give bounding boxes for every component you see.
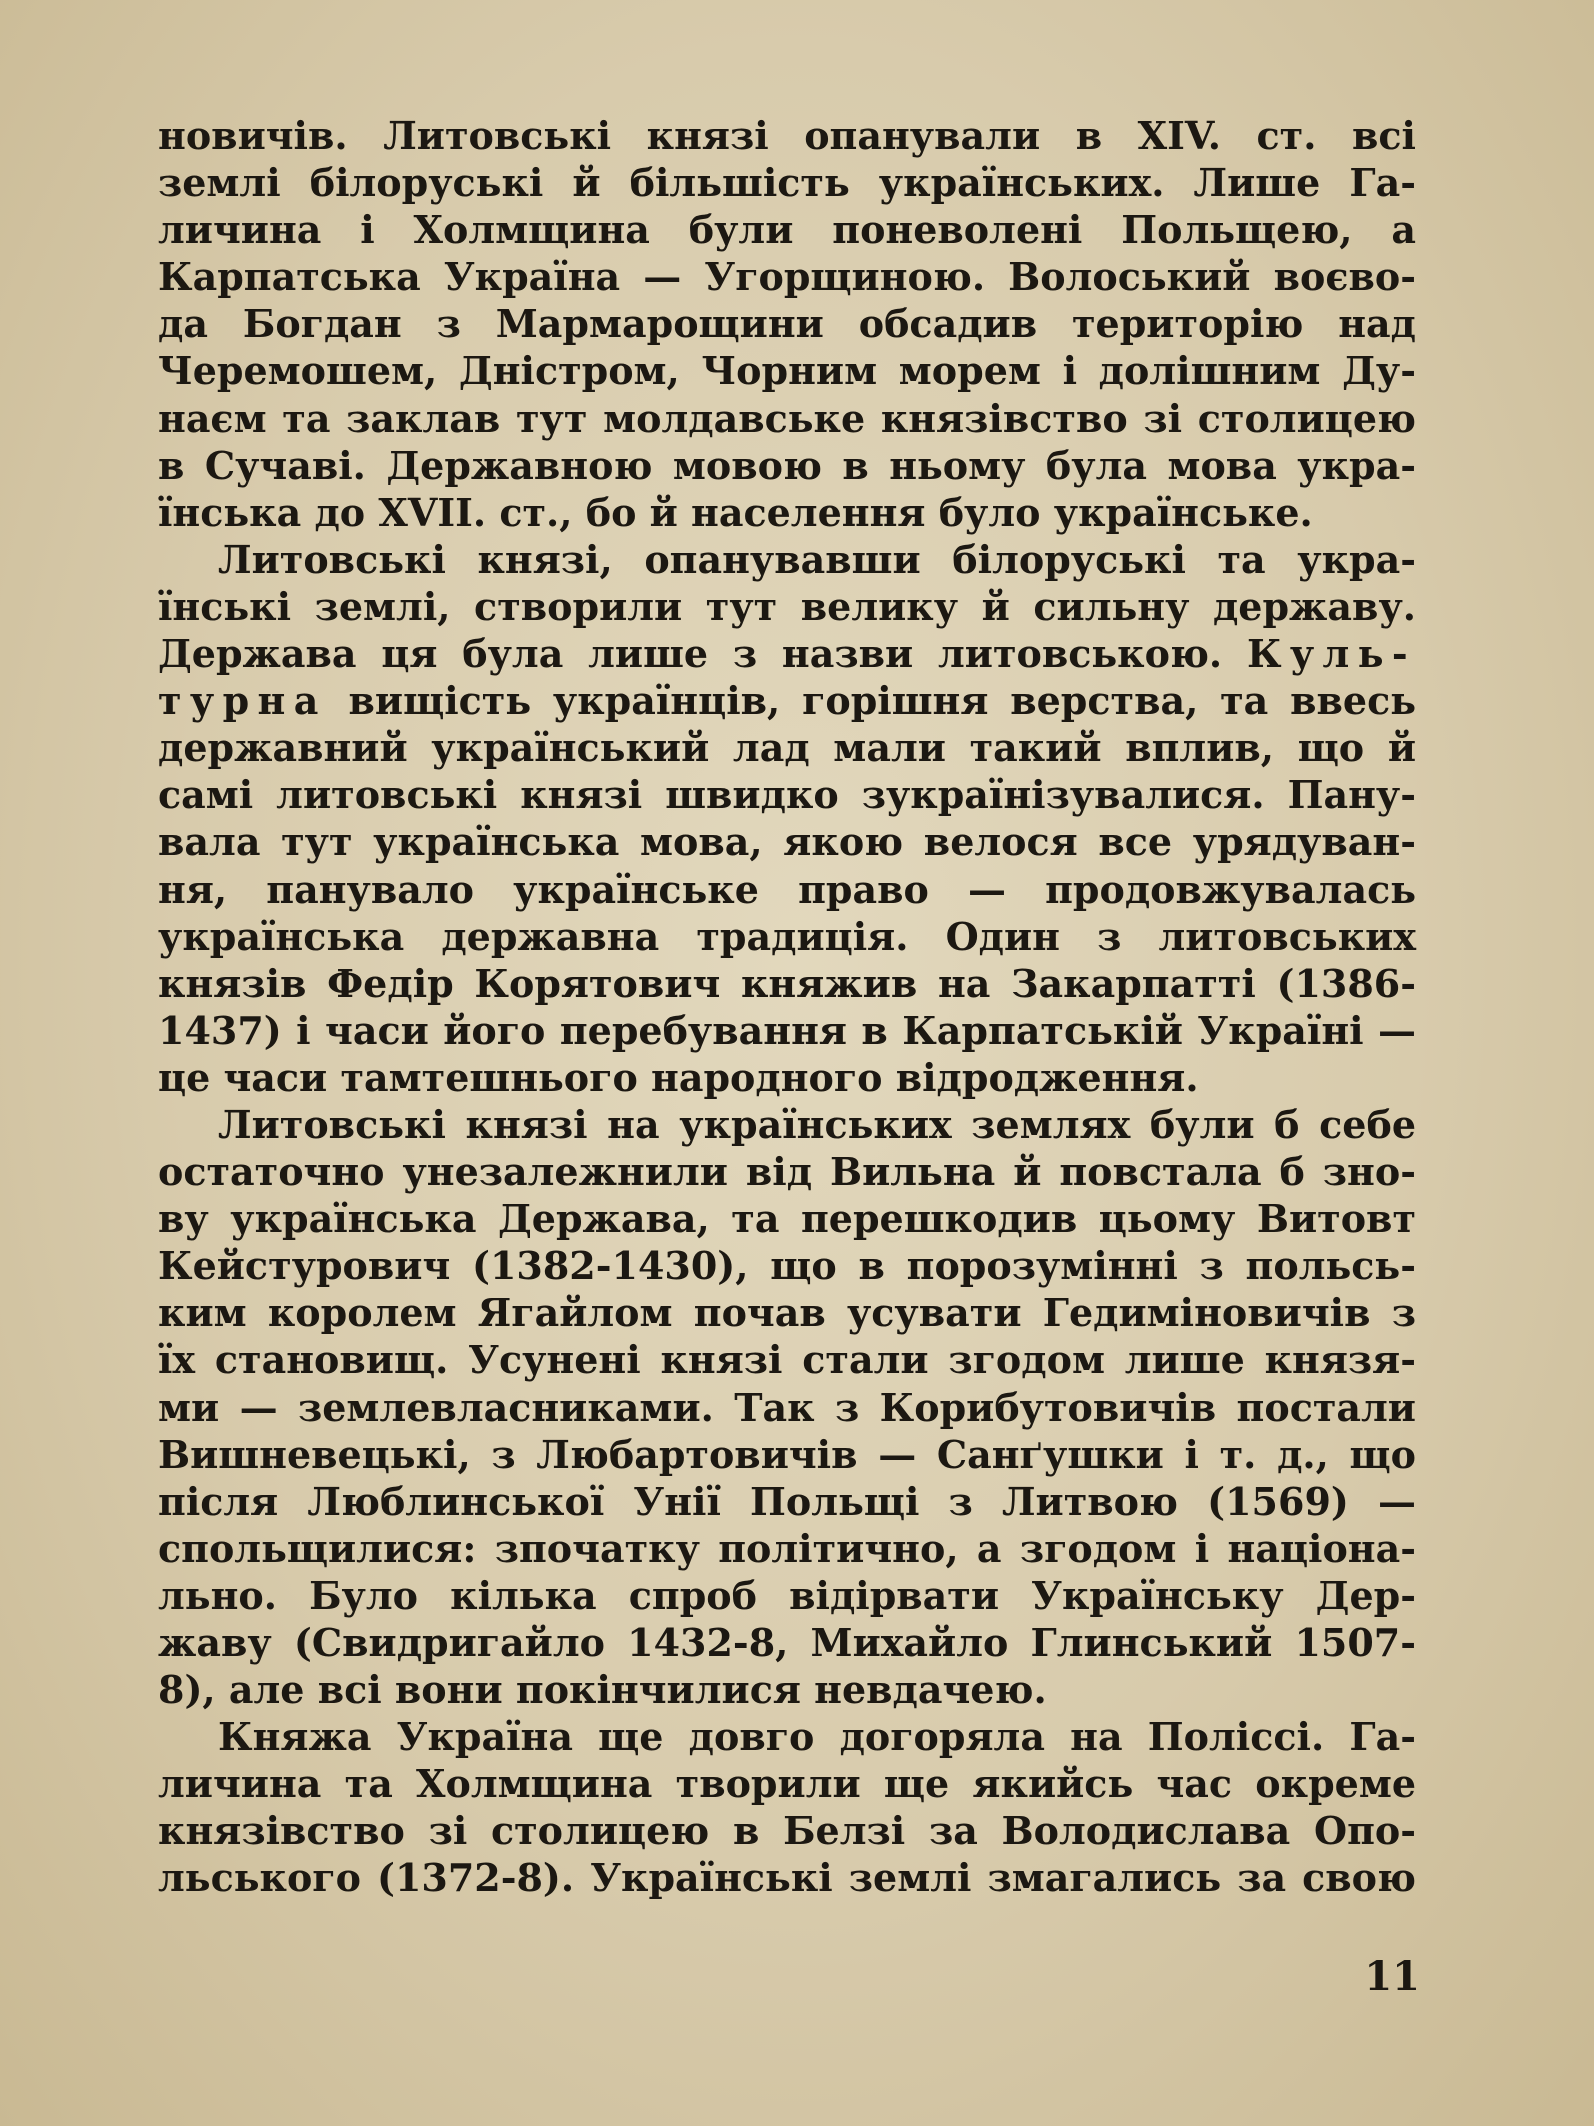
text-line-content: українська державна традиція. Один з литовських [158, 913, 1416, 959]
text-line-content: Держава ця була лише з назви литовською. [158, 631, 1223, 677]
text-line-content: спольщилися: зпочатку політично, а згодом і націона- [158, 1525, 1416, 1571]
text-line [158, 347, 1416, 394]
spaced-word: Куль- [1246, 631, 1416, 677]
text-line [158, 1195, 1416, 1242]
text-line-content: землі білоруські й більшість українських. Лише Га- [158, 160, 1416, 206]
text-line-content: Литовські князі на українських землях були б себе [218, 1101, 1416, 1147]
text-line [158, 960, 1416, 1007]
text-line-content: Княжа Україна ще довго догоряла на Поліссі. Га- [218, 1714, 1416, 1760]
text-line [158, 630, 1416, 677]
text-line [158, 206, 1416, 253]
text-line [158, 536, 1416, 583]
text-line [158, 1384, 1416, 1431]
text-line-content: вала тут українська мова, якою велося все урядуван- [158, 819, 1416, 865]
text-line [158, 395, 1416, 442]
text-line [158, 1007, 1416, 1054]
text-line-content: льського (1372-8). Українські землі змагались за свою [158, 1855, 1416, 1901]
text-line [158, 913, 1416, 960]
text-line [158, 1054, 1416, 1101]
text-line-content: ву українська Держава, та перешкодив цьому Витовт [158, 1196, 1416, 1242]
text-line-content: Литовські князі, опанувавши білоруські та укра- [218, 536, 1416, 582]
text-line [158, 1760, 1416, 1807]
text-line-content: ми — землевласниками. Так з Корибутовичів постали [158, 1384, 1416, 1430]
text-line-content: 1437) і часи його перебування в Карпатській Україні — [158, 1007, 1416, 1053]
text-line [158, 1572, 1416, 1619]
text-line-content: їнські землі, створили тут велику й сильну державу. [158, 583, 1416, 629]
text-line-content: Черемошем, Дністром, Чорним морем і долішним Ду- [158, 348, 1416, 394]
text-line-content: їнська до XVII. ст., бо й населення було українське. [158, 489, 1313, 535]
text-line [158, 1336, 1416, 1383]
text-line [158, 300, 1416, 347]
text-line-content: личина і Холмщина були поневолені Польщею, а [158, 207, 1416, 253]
text-line-content: це часи тамтешнього народного відродження. [158, 1054, 1199, 1100]
text-line [158, 1854, 1416, 1901]
text-line-content: ким королем Ягайлом почав усувати Гедиміновичів з [158, 1290, 1416, 1336]
text-line [158, 1619, 1416, 1666]
text-line [158, 1478, 1416, 1525]
text-line-content: ня, панувало українське право — продовжувалась [158, 866, 1416, 912]
text-line-content: Карпатська Україна — Угорщиною. Волоський воєво- [158, 254, 1416, 300]
text-line [158, 1713, 1416, 1760]
text-line [158, 1101, 1416, 1148]
text-line [158, 442, 1416, 489]
text-line [158, 1525, 1416, 1572]
text-line-content: князівство зі столицею в Белзі за Володислава Опо- [158, 1808, 1416, 1854]
text-line [158, 818, 1416, 865]
text-line [158, 771, 1416, 818]
text-line-content: да Богдан з Мармарощини обсадив територію над [158, 301, 1416, 347]
text-line [158, 1666, 1416, 1713]
text-line [158, 1807, 1416, 1854]
text-line-content: новичів. Литовські князі опанували в XIV. ст. всі [158, 113, 1416, 158]
text-line-content: їх становищ. Усунені князі стали згодом лише князя- [158, 1337, 1416, 1383]
text-line [158, 1148, 1416, 1195]
page-body-text [158, 112, 1416, 1902]
text-line [158, 866, 1416, 913]
text-line [158, 253, 1416, 300]
text-line-content: льно. Було кілька спроб відірвати Українську Дер- [158, 1572, 1416, 1618]
text-line-content: державний український лад мали такий вплив, що й [158, 725, 1416, 771]
text-line [158, 724, 1416, 771]
text-line-content: жаву (Свидригайло 1432-8, Михайло Глинський 1507- [158, 1620, 1416, 1665]
spaced-word: турна [158, 678, 327, 724]
text-line-content: 8), але всі вони покінчилися невдачею. [158, 1667, 1047, 1713]
text-line [158, 112, 1416, 159]
text-line-content: самі литовські князі швидко зукраїнізувалися. Пану- [158, 772, 1416, 818]
text-line-content: наєм та заклав тут молдавське князівство зі столицею [158, 395, 1416, 441]
text-line-content: Вишневецькі, з Любартовичів — Санґушки і т. д., що [158, 1431, 1416, 1477]
text-line [158, 1242, 1416, 1289]
text-line-content: після Люблинської Унії Польщі з Литвою (1569) — [158, 1478, 1416, 1524]
text-line [158, 1431, 1416, 1478]
text-line-content: Кейстурович (1382-1430), що в порозумінні з польсь- [158, 1243, 1416, 1289]
text-line [158, 489, 1416, 536]
text-line [158, 159, 1416, 206]
text-line-content: в Сучаві. Державною мовою в ньому була мова укра- [158, 442, 1416, 488]
text-line [158, 677, 1416, 724]
text-line [158, 1289, 1416, 1336]
text-line-content: остаточно унезалежнили від Вильна й повстала б зно- [158, 1149, 1416, 1195]
text-line-content: личина та Холмщина творили ще якийсь час окреме [158, 1761, 1416, 1807]
text-line [158, 583, 1416, 630]
text-line-content: князів Федір Корятович княжив на Закарпатті (1386- [158, 960, 1416, 1006]
text-line-content: вищість українців, горішня верства, та ввесь [348, 678, 1416, 724]
page-number: 11 [1364, 1953, 1420, 2000]
